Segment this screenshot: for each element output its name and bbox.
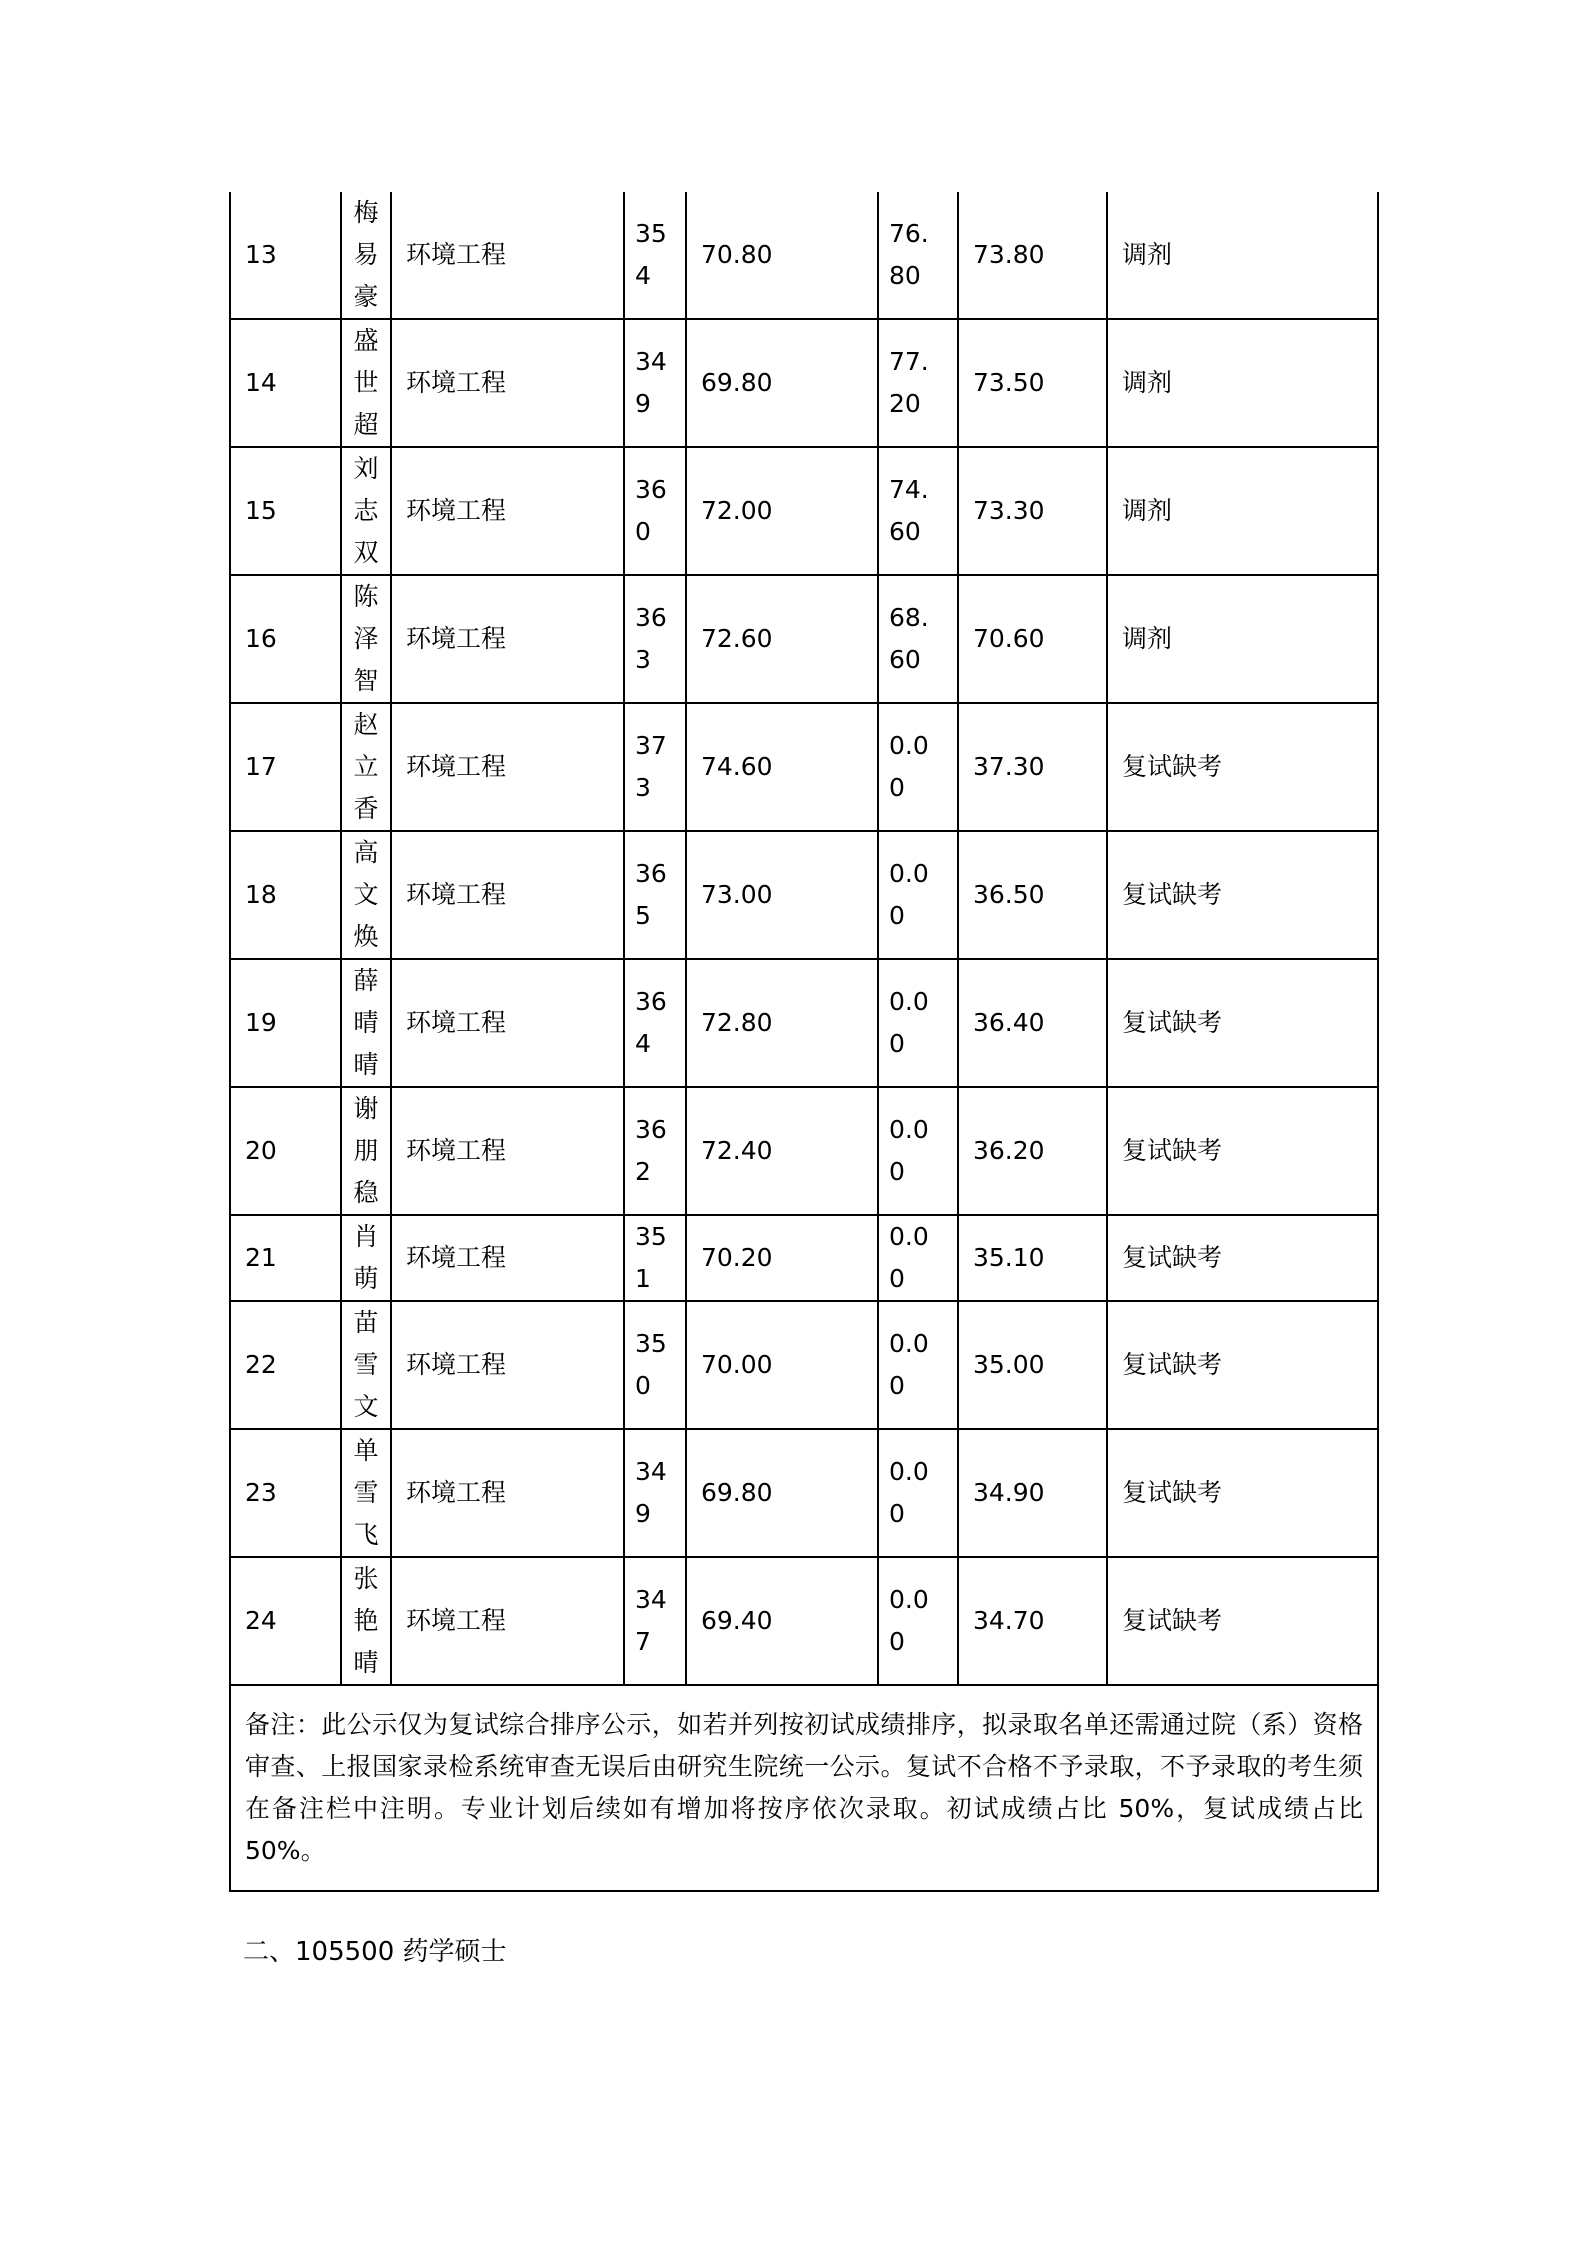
total-score: 36.40 [958,959,1107,1087]
candidate-name [341,1301,391,1429]
retest-score-part: 0 [889,1371,905,1400]
candidate-name-part: 立 [353,752,379,781]
retest-score [878,319,958,447]
retest-score-part: 0 [889,901,905,930]
initial-score-part: 36 [635,1115,667,1144]
retest-score-part: 0 [889,1264,905,1293]
section-heading: 二、105500 药学硕士 [243,1937,507,1967]
candidate-name [341,831,391,959]
major-name: 环境工程 [391,703,624,831]
table-row [230,575,1378,703]
initial-score-part: 4 [635,261,651,290]
total-score: 37.30 [958,703,1107,831]
retest-score-part: 20 [889,389,921,418]
candidate-name-part: 飞 [353,1520,379,1549]
initial-converted-score: 69.40 [686,1557,878,1685]
candidate-name [341,703,391,831]
candidate-name-part: 单 [353,1436,379,1465]
retest-score [878,192,958,319]
retest-score-part: 77. [889,347,929,376]
initial-score [624,192,686,319]
retest-score-part: 0 [889,1029,905,1058]
major-name: 环境工程 [391,575,624,703]
major-name: 环境工程 [391,192,624,319]
initial-score-part: 36 [635,475,667,504]
retest-score-part: 74. [889,475,929,504]
row-number: 23 [230,1429,341,1557]
initial-converted-score: 70.20 [686,1215,878,1301]
row-number: 22 [230,1301,341,1429]
initial-score-part: 36 [635,987,667,1016]
retest-score-part: 0 [889,1157,905,1186]
table-row [230,831,1378,959]
retest-score-part: 0.0 [889,1329,929,1358]
initial-converted-score: 70.00 [686,1301,878,1429]
retest-score-part: 0.0 [889,731,929,760]
retest-score [878,575,958,703]
initial-score-part: 1 [635,1264,651,1293]
table-row [230,447,1378,575]
candidate-name-part: 朋 [353,1136,379,1165]
retest-score-part: 0.0 [889,1457,929,1486]
note-cell: 调剂 [1107,575,1378,703]
row-number: 15 [230,447,341,575]
retest-score-part: 0.0 [889,1222,929,1251]
candidate-name-part: 赵 [353,710,379,739]
retest-score [878,959,958,1087]
candidate-name-part: 豪 [353,282,379,311]
initial-score-part: 3 [635,773,651,802]
major-name: 环境工程 [391,1557,624,1685]
initial-converted-score: 72.00 [686,447,878,575]
row-number: 19 [230,959,341,1087]
retest-score-part: 0 [889,1499,905,1528]
retest-score-part: 0.0 [889,987,929,1016]
candidate-name [341,319,391,447]
candidate-name-part: 超 [353,410,379,439]
retest-score [878,703,958,831]
major-name: 环境工程 [391,1087,624,1215]
row-number: 16 [230,575,341,703]
candidate-name [341,1557,391,1685]
retest-score-part: 0 [889,773,905,802]
note-cell: 复试缺考 [1107,1429,1378,1557]
initial-score-part: 37 [635,731,667,760]
row-number: 20 [230,1087,341,1215]
candidate-name-part: 晴 [353,1050,379,1079]
initial-score [624,1557,686,1685]
retest-score-part: 68. [889,603,929,632]
total-score: 36.50 [958,831,1107,959]
initial-score-part: 9 [635,1499,651,1528]
initial-score-part: 34 [635,1585,667,1614]
table-row [230,1215,1378,1301]
candidate-name-part: 易 [353,240,379,269]
candidate-name-part: 文 [353,1392,379,1421]
candidate-name-part: 雪 [353,1350,379,1379]
table-row [230,1087,1378,1215]
note-cell: 调剂 [1107,319,1378,447]
score-table [229,192,1379,1892]
retest-score-part: 0.0 [889,1585,929,1614]
table-row [230,703,1378,831]
retest-score [878,447,958,575]
initial-score-part: 35 [635,219,667,248]
candidate-name-part: 高 [353,838,379,867]
candidate-name-part: 薛 [353,966,379,995]
candidate-name-part: 艳 [353,1606,379,1635]
table-row [230,1557,1378,1685]
initial-score [624,447,686,575]
candidate-name [341,1429,391,1557]
remarks-row [230,1685,1378,1891]
initial-score [624,959,686,1087]
candidate-name-part: 萌 [353,1264,379,1293]
candidate-name-part: 世 [353,368,379,397]
initial-converted-score: 73.00 [686,831,878,959]
total-score: 34.70 [958,1557,1107,1685]
initial-converted-score: 70.80 [686,192,878,319]
candidate-name-part: 苗 [353,1308,379,1337]
candidate-name-part: 盛 [353,326,379,355]
retest-score [878,1429,958,1557]
candidate-name-part: 刘 [353,454,379,483]
retest-score-part: 0.0 [889,859,929,888]
initial-score-part: 36 [635,603,667,632]
candidate-name-part: 双 [353,538,379,567]
remarks-text: 备注：此公示仅为复试综合排序公示，如若并列按初试成绩排序，拟录取名单还需通过院（系）资格审查、上报国家录检系统审查无误后由研究生院统一公示。复试不合格不予录取，不予录取的考生须在备注栏中注明。专业计划后续如有增加将按序依次录取。初试成绩占比 50%，复试成绩占比 50%。 [230,1685,1378,1891]
initial-score [624,703,686,831]
initial-converted-score: 69.80 [686,319,878,447]
note-cell: 复试缺考 [1107,1557,1378,1685]
candidate-name [341,192,391,319]
initial-converted-score: 74.60 [686,703,878,831]
note-cell: 复试缺考 [1107,831,1378,959]
candidate-name-part: 志 [353,496,379,525]
major-name: 环境工程 [391,447,624,575]
retest-score-part: 76. [889,219,929,248]
retest-score-part: 0.0 [889,1115,929,1144]
total-score: 35.10 [958,1215,1107,1301]
candidate-name-part: 梅 [353,198,379,227]
note-cell: 复试缺考 [1107,1087,1378,1215]
candidate-name-part: 晴 [353,1648,379,1677]
initial-score-part: 5 [635,901,651,930]
initial-converted-score: 72.80 [686,959,878,1087]
candidate-name-part: 谢 [353,1094,379,1123]
table-row [230,192,1378,319]
total-score: 70.60 [958,575,1107,703]
retest-score [878,1215,958,1301]
candidate-name-part: 泽 [353,624,379,653]
note-cell: 调剂 [1107,447,1378,575]
candidate-name-part: 智 [353,666,379,695]
initial-score [624,1301,686,1429]
initial-score-part: 36 [635,859,667,888]
candidate-name-part: 香 [353,794,379,823]
major-name: 环境工程 [391,1215,624,1301]
candidate-name-part: 焕 [353,922,379,951]
initial-score-part: 0 [635,1371,651,1400]
total-score: 35.00 [958,1301,1107,1429]
initial-score [624,1215,686,1301]
candidate-name [341,959,391,1087]
retest-score-part: 60 [889,645,921,674]
score-table-body [230,192,1378,1685]
retest-score-part: 80 [889,261,921,290]
initial-score-part: 34 [635,347,667,376]
initial-converted-score: 69.80 [686,1429,878,1557]
initial-score [624,1087,686,1215]
initial-score [624,575,686,703]
candidate-name-part: 稳 [353,1178,379,1207]
total-score: 34.90 [958,1429,1107,1557]
initial-converted-score: 72.60 [686,575,878,703]
note-cell: 调剂 [1107,192,1378,319]
initial-score [624,831,686,959]
row-number: 13 [230,192,341,319]
candidate-name-part: 肖 [353,1222,379,1251]
initial-score [624,1429,686,1557]
retest-score [878,1557,958,1685]
table-row [230,319,1378,447]
candidate-name-part: 文 [353,880,379,909]
initial-score-part: 4 [635,1029,651,1058]
initial-score-part: 35 [635,1329,667,1358]
total-score: 36.20 [958,1087,1107,1215]
initial-score-part: 0 [635,517,651,546]
row-number: 24 [230,1557,341,1685]
initial-score-part: 7 [635,1627,651,1656]
initial-score-part: 9 [635,389,651,418]
major-name: 环境工程 [391,319,624,447]
note-cell: 复试缺考 [1107,1215,1378,1301]
table-row [230,959,1378,1087]
retest-score-part: 0 [889,1627,905,1656]
total-score: 73.30 [958,447,1107,575]
retest-score [878,831,958,959]
initial-score-part: 2 [635,1157,651,1186]
major-name: 环境工程 [391,1301,624,1429]
total-score: 73.50 [958,319,1107,447]
candidate-name-part: 陈 [353,582,379,611]
initial-score-part: 35 [635,1222,667,1251]
retest-score [878,1087,958,1215]
initial-score-part: 3 [635,645,651,674]
row-number: 18 [230,831,341,959]
candidate-name-part: 晴 [353,1008,379,1037]
candidate-name-part: 张 [353,1564,379,1593]
candidate-name-part: 雪 [353,1478,379,1507]
initial-converted-score: 72.40 [686,1087,878,1215]
candidate-name [341,575,391,703]
major-name: 环境工程 [391,959,624,1087]
table-row [230,1301,1378,1429]
row-number: 17 [230,703,341,831]
retest-score [878,1301,958,1429]
major-name: 环境工程 [391,831,624,959]
major-name: 环境工程 [391,1429,624,1557]
note-cell: 复试缺考 [1107,1301,1378,1429]
candidate-name [341,447,391,575]
initial-score [624,319,686,447]
row-number: 21 [230,1215,341,1301]
table-row [230,1429,1378,1557]
row-number: 14 [230,319,341,447]
candidate-name [341,1215,391,1301]
note-cell: 复试缺考 [1107,703,1378,831]
note-cell: 复试缺考 [1107,959,1378,1087]
candidate-name [341,1087,391,1215]
retest-score-part: 60 [889,517,921,546]
total-score: 73.80 [958,192,1107,319]
initial-score-part: 34 [635,1457,667,1486]
